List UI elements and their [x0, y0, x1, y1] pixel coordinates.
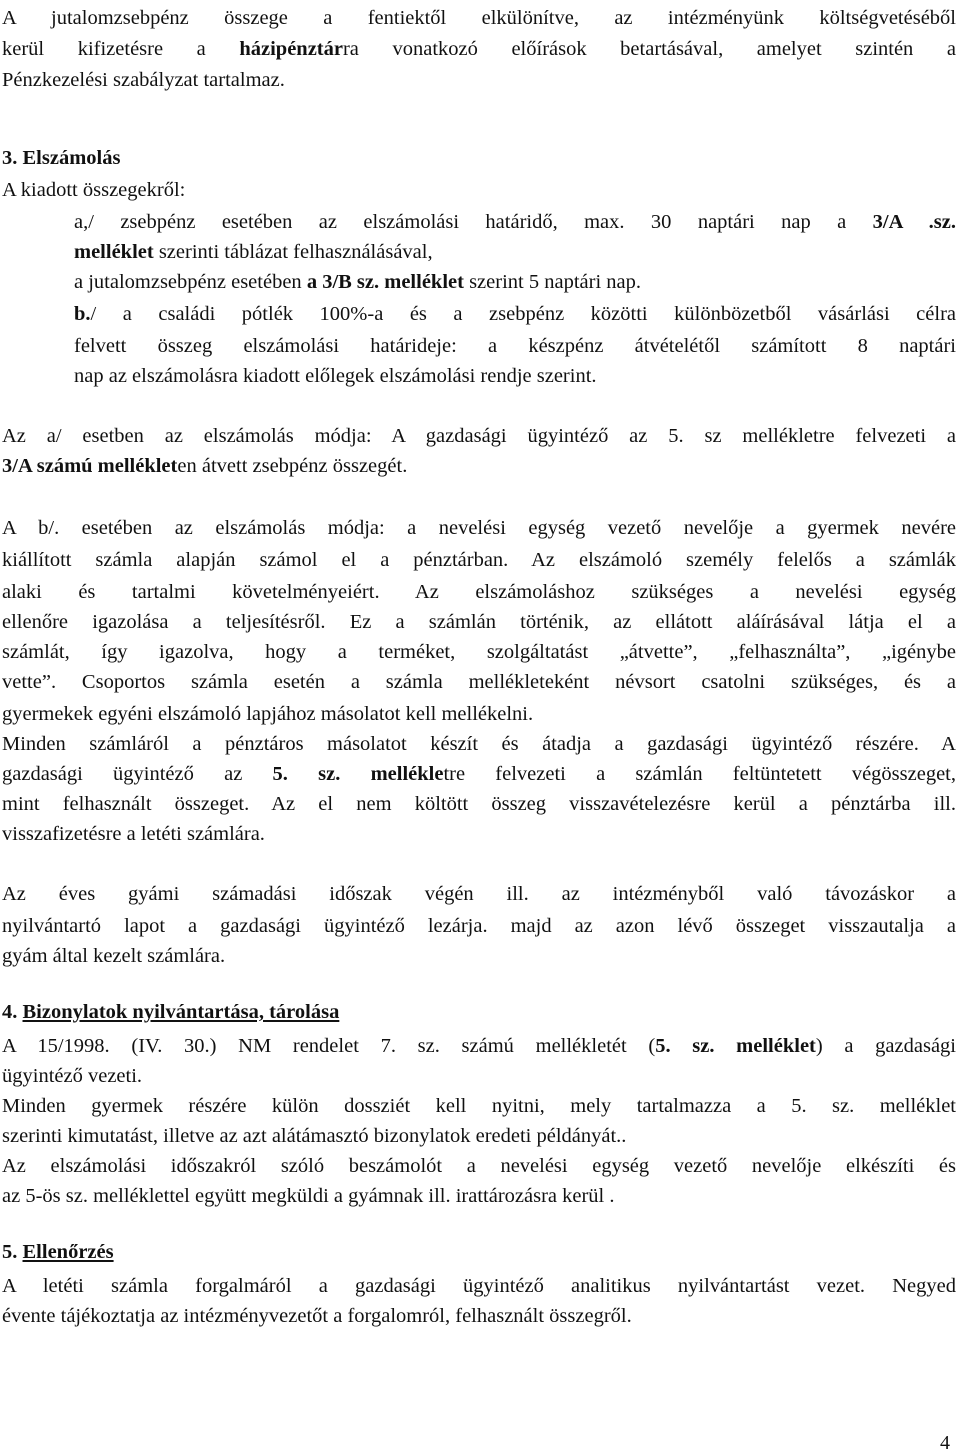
text-line: A jutalomzsebpénz összege a fentiektől elkülönítve, az intézményünk költségvetéséből [2, 7, 956, 29]
text-line: Az elszámolási időszakról szóló beszámolót a nevelési egység vezető nevelője elkészíti és [2, 1155, 956, 1177]
text-line: A kiadott összegekről: [2, 179, 186, 201]
text-line: a jutalomzsebpénz esetében a 3/B sz. melléklet szerint 5 naptári nap. [74, 271, 641, 293]
section-heading: 3. Elszámolás [2, 147, 121, 169]
text-line: ellenőre igazolása a teljesítésről. Ez a számlán történik, az ellátott aláírásával látja el a [2, 611, 956, 633]
text-line: gyermekek egyéni elszámoló lapjához másolatot kell mellékelni. [2, 703, 534, 725]
text-line: szerinti kimutatást, illetve az azt alátámasztó bizonylatok eredeti példányát.. [2, 1125, 627, 1147]
text-line: gazdasági ügyintéző az 5. sz. mellékletre felvezeti a számlán feltüntetett végösszeget, [2, 763, 956, 785]
text-line: melléklet szerinti táblázat felhasználásával, [74, 241, 433, 263]
text-line: mint felhasznált összeget. Az el nem költött összeg visszavételezésre kerül a pénztárba ill. [2, 793, 956, 815]
text-line: felvett összeg elszámolási határideje: a készpénz átvételétől számított 8 naptári [74, 335, 956, 357]
list-item: b./ a családi pótlék 100%-a és a zsebpénz közötti különbözetből vásárlási célra [74, 303, 956, 325]
text-line: az 5-ös sz. melléklettel együtt megküldi a gyámnak ill. irattározásra kerül . [2, 1185, 615, 1207]
text-line: Pénzkezelési szabályzat tartalmaz. [2, 69, 285, 91]
text-line: Az éves gyámi számadási időszak végén ill. az intézményből való távozáskor a [2, 883, 956, 905]
section-heading: 4. Bizonylatok nyilvántartása, tárolása [2, 1001, 340, 1023]
text-line: 3/A számú mellékleten átvett zsebpénz összegét. [2, 455, 408, 477]
text-line: nap az elszámolásra kiadott előlegek elszámolási rendje szerint. [74, 365, 597, 387]
text-line: Minden gyermek részére külön dossziét kell nyitni, mely tartalmazza a 5. sz. melléklet [2, 1095, 956, 1117]
text-line: vette”. Csoportos számla esetén a számla mellékleteként névsort csatolni szükséges, és a [2, 671, 956, 693]
section-heading: 5. Ellenőrzés [2, 1241, 114, 1263]
text-line: alaki és tartalmi követelményeiért. Az elszámoláshoz szükséges a nevelési egység [2, 581, 956, 603]
page-number: 4 [940, 1432, 950, 1454]
text-line: A b/. esetében az elszámolás módja: a nevelési egység vezető nevelője a gyermek nevére [2, 517, 956, 539]
text-line: ügyintéző vezeti. [2, 1065, 143, 1087]
list-item: a,/ zsebpénz esetében az elszámolási határidő, max. 30 naptári nap a 3/A .sz. [74, 211, 956, 233]
text-line: A 15/1998. (IV. 30.) NM rendelet 7. sz. számú mellékletét (5. sz. melléklet) a gazdasági [2, 1035, 957, 1057]
text-line: kiállított számla alapján számol el a pénztárban. Az elszámoló személy felelős a számlák [2, 549, 956, 571]
text-line: évente tájékoztatja az intézményvezetőt a forgalomról, felhasznált összegről. [2, 1305, 632, 1327]
text-line: Az a/ esetben az elszámolás módja: A gazdasági ügyintéző az 5. sz mellékletre felvezeti a [2, 425, 956, 447]
text-line: kerül kifizetésre a házipénztárra vonatkozó előírások betartásával, amelyet szintén a [2, 38, 956, 60]
text-line: visszafizetésre a letéti számlára. [2, 823, 265, 845]
text-line: gyám által kezelt számlára. [2, 945, 226, 967]
text-line: számlát, így igazolva, hogy a terméket, szolgáltatást „átvette”, „felhasználta”, „igénybe [2, 641, 956, 663]
text-line: Minden számláról a pénztáros másolatot készít és átadja a gazdasági ügyintéző részére. A [2, 733, 956, 755]
text-line: A letéti számla forgalmáról a gazdasági ügyintéző analitikus nyilvántartást vezet. Negyed [2, 1275, 956, 1297]
text-line: nyilvántartó lapot a gazdasági ügyintéző lezárja. majd az azon lévő összeget visszautalja a [2, 915, 956, 937]
